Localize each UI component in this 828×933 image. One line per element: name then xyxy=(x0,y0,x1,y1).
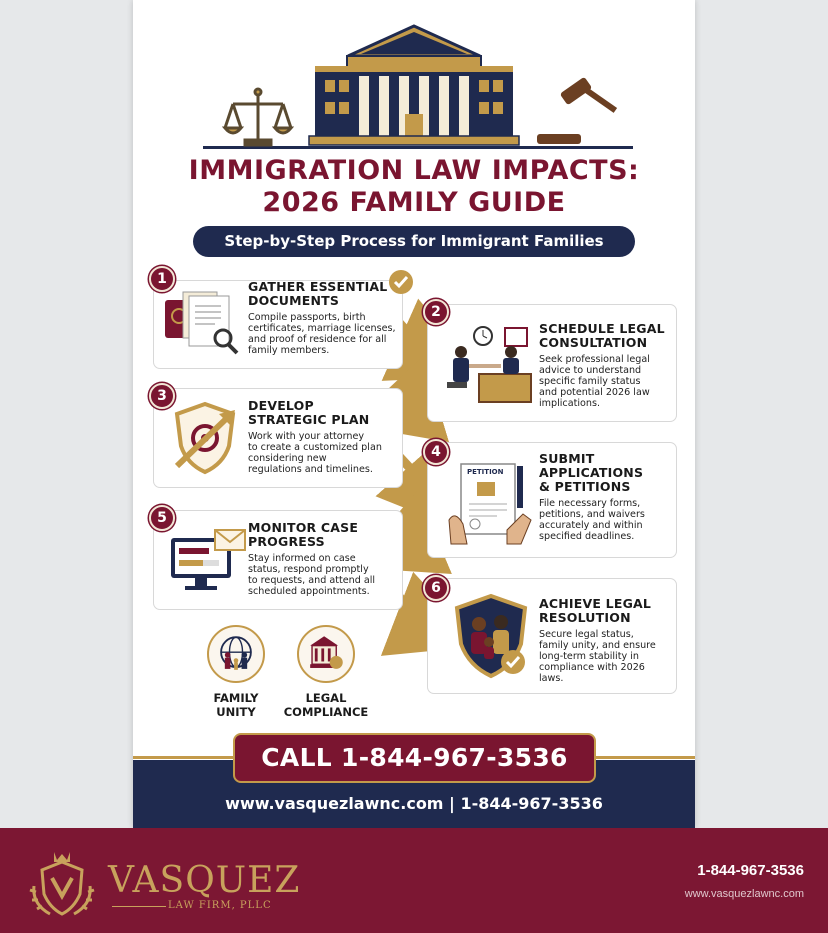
footer-bar xyxy=(0,828,828,933)
firm-subtitle: LAW FIRM, PLLC xyxy=(168,900,272,911)
call-button[interactable]: CALL 1-844-967-3536 xyxy=(233,733,596,783)
footer-website-link[interactable]: www.vasquezlawnc.com xyxy=(684,888,804,900)
step-6-desc-2: long-term stability in xyxy=(539,651,639,662)
step-number-6: 6 xyxy=(423,575,449,601)
step-2-title-line1: SCHEDULE LEGAL xyxy=(539,321,665,336)
step-5-title-line1: MONITOR CASE xyxy=(248,520,359,535)
family-unity-badge xyxy=(207,625,265,683)
step-6-desc-4: laws. xyxy=(539,673,564,684)
step-3-desc-3: regulations and timelines. xyxy=(248,464,373,475)
step-1-desc-0: Compile passports, birth xyxy=(248,312,366,323)
step-1-desc-2: and proof of residence for all xyxy=(248,334,387,345)
step-5-desc-0: Stay informed on case xyxy=(248,553,356,564)
step-3-title-line2: STRATEGIC PLAN xyxy=(248,412,370,427)
step-4-desc-2: accurately and within xyxy=(539,520,643,531)
step-4-title-line3: & PETITIONS xyxy=(539,479,631,494)
check-badge-icon xyxy=(387,268,415,296)
monitor-progress-icon xyxy=(169,528,249,594)
consultation-icon xyxy=(445,326,533,408)
step-6-desc-3: compliance with 2026 xyxy=(539,662,645,673)
step-2-desc-1: advice to understand xyxy=(539,365,642,376)
step-number-1: 1 xyxy=(149,266,175,292)
legal-compliance-label-2: COMPLIANCE xyxy=(283,705,369,719)
step-4-desc-1: petitions, and waivers xyxy=(539,509,645,520)
step-2-desc-0: Seek professional legal xyxy=(539,354,650,365)
family-unity-label-1: FAMILY xyxy=(213,691,259,705)
step-5-desc-1: status, respond promptly xyxy=(248,564,369,575)
infographic-poster xyxy=(133,0,695,828)
step-6-title-line1: ACHIEVE LEGAL xyxy=(539,596,652,611)
step-5-desc-3: scheduled appointments. xyxy=(248,586,370,597)
family-unity-label-2: UNITY xyxy=(216,705,256,719)
petition-document-icon xyxy=(447,460,535,546)
step-5-title-line2: PROGRESS xyxy=(248,534,325,549)
step-2-desc-2: specific family status xyxy=(539,376,641,387)
globe-family-icon xyxy=(209,627,263,681)
step-1-title-line2: DOCUMENTS xyxy=(248,293,340,308)
step-number-2: 2 xyxy=(423,299,449,325)
strategy-shield-icon xyxy=(167,400,243,476)
documents-icon xyxy=(161,288,243,360)
firm-name: VASQUEZ xyxy=(108,860,301,901)
poster-title-line1: IMMIGRATION LAW IMPACTS: xyxy=(188,155,640,186)
firm-logo-crest-icon xyxy=(22,842,102,922)
firm-sub-divider xyxy=(112,906,166,907)
poster-title-line2: 2026 FAMILY GUIDE xyxy=(262,187,566,218)
legal-compliance-label-1: LEGAL xyxy=(305,691,347,705)
step-number-4: 4 xyxy=(423,439,449,465)
step-1-desc-1: certificates, marriage licenses, xyxy=(248,323,396,334)
legal-compliance-badge xyxy=(297,625,355,683)
step-2-desc-4: implications. xyxy=(539,398,601,409)
step-3-desc-0: Work with your attorney xyxy=(248,431,365,442)
step-6-desc-0: Secure legal status, xyxy=(539,629,634,640)
step-6-title-line2: RESOLUTION xyxy=(539,610,631,625)
petition-label: PETITION xyxy=(467,468,504,476)
step-4-desc-0: File necessary forms, xyxy=(539,498,641,509)
step-2-desc-3: and potential 2026 law xyxy=(539,387,650,398)
compliance-building-icon xyxy=(299,627,353,681)
step-5-desc-2: to requests, and attend all xyxy=(248,575,376,586)
step-4-desc-3: specified deadlines. xyxy=(539,531,635,542)
step-3-desc-1: to create a customized plan xyxy=(248,442,382,453)
step-4-title-line2: APPLICATIONS xyxy=(539,465,644,480)
step-1-desc-3: family members. xyxy=(248,345,330,356)
step-6-desc-1: family unity, and ensure xyxy=(539,640,656,651)
subtitle-banner: Step-by-Step Process for Immigrant Families xyxy=(193,226,635,257)
step-2-title-line2: CONSULTATION xyxy=(539,335,648,350)
step-3-desc-2: considering new xyxy=(248,453,327,464)
step-number-5: 5 xyxy=(149,505,175,531)
step-number-3: 3 xyxy=(149,383,175,409)
step-3-title-line1: DEVELOP xyxy=(248,398,314,413)
footer-phone[interactable]: 1-844-967-3536 xyxy=(697,862,804,879)
website-phone-line[interactable]: www.vasquezlawnc.com | 1-844-967-3536 xyxy=(225,794,603,813)
family-shield-icon xyxy=(451,592,531,680)
step-4-title-line1: SUBMIT xyxy=(539,451,595,466)
step-1-title-line1: GATHER ESSENTIAL xyxy=(248,279,388,294)
